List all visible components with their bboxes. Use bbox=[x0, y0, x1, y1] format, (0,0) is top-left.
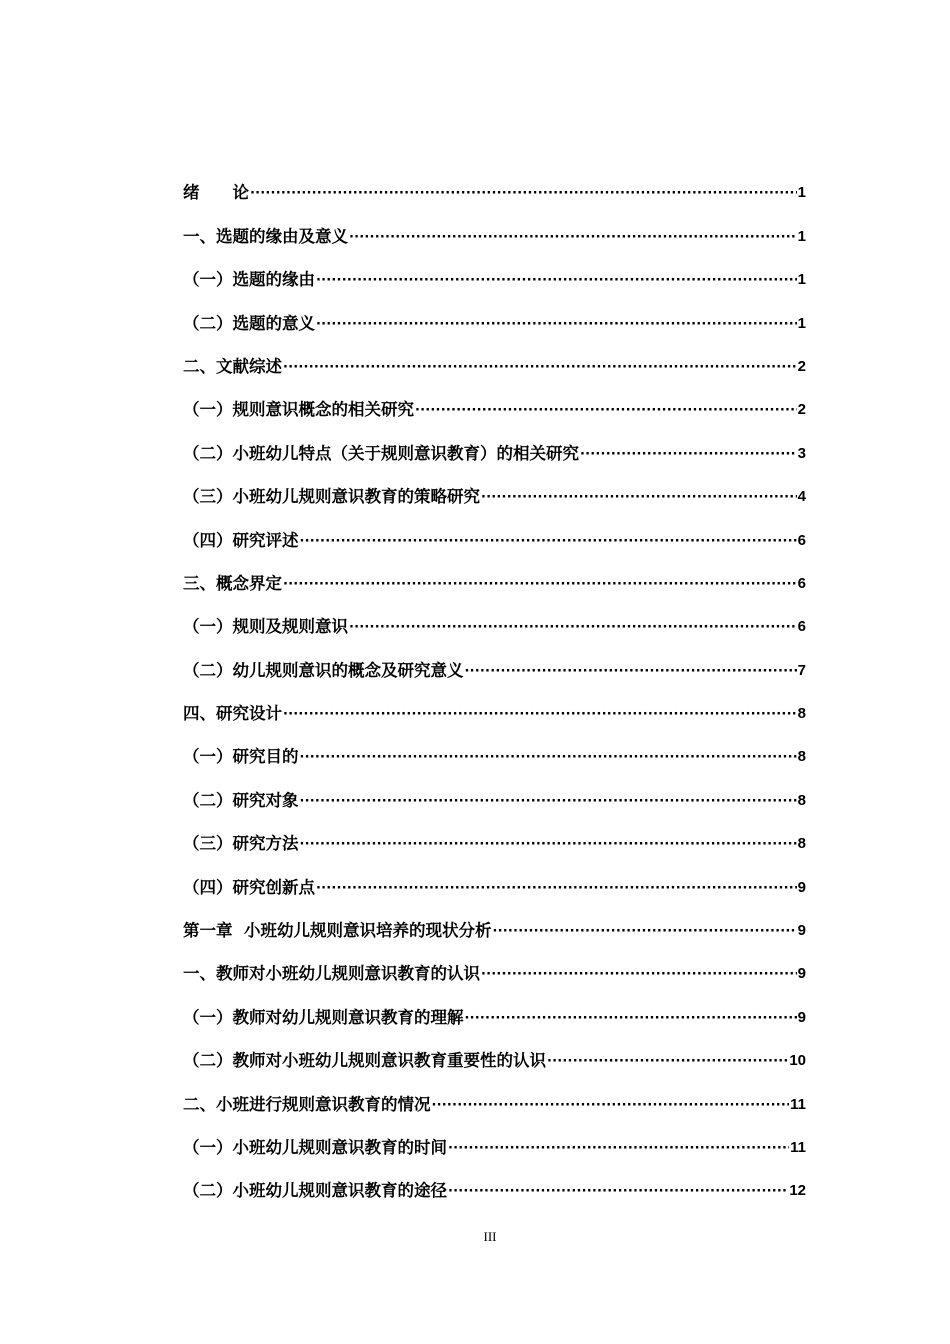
toc-entry-page: 1 bbox=[797, 314, 806, 332]
toc-entry-page: 8 bbox=[797, 791, 806, 809]
toc-entry[interactable] bbox=[183, 640, 806, 683]
toc-entry-page: 1 bbox=[797, 184, 806, 202]
toc-entry-page: 9 bbox=[797, 965, 806, 983]
toc-entry-title: 二、文献综述 bbox=[183, 356, 282, 376]
toc-entry-title: （二）小班幼儿特点（关于规则意识教育）的相关研究 bbox=[183, 443, 579, 463]
toc-entry[interactable] bbox=[183, 163, 806, 206]
toc-entry-title: 一、选题的缘由及意义 bbox=[183, 226, 348, 246]
toc-entry-page: 8 bbox=[797, 748, 806, 766]
toc-entry[interactable] bbox=[183, 510, 806, 553]
toc-entry-page: 9 bbox=[797, 1008, 806, 1026]
toc-entry-page: 6 bbox=[797, 531, 806, 549]
toc-entry[interactable] bbox=[183, 987, 806, 1030]
toc-leader-dots bbox=[300, 793, 797, 811]
toc-leader-dots bbox=[283, 576, 797, 594]
toc-entry[interactable] bbox=[183, 1031, 806, 1074]
toc-entry-page: 6 bbox=[797, 618, 806, 636]
toc-entry-page: 6 bbox=[797, 574, 806, 592]
toc-leader-dots bbox=[300, 749, 797, 767]
toc-entry-title: （一）选题的缘由 bbox=[183, 270, 315, 290]
toc-leader-dots bbox=[300, 836, 797, 854]
toc-entry[interactable] bbox=[183, 944, 806, 987]
toc-leader-dots bbox=[283, 706, 797, 724]
toc-entry[interactable] bbox=[183, 380, 806, 423]
toc-entry-title: （一）研究目的 bbox=[183, 747, 299, 767]
toc-entry-page: 2 bbox=[797, 357, 806, 375]
toc-entry[interactable] bbox=[183, 727, 806, 770]
toc-entry-page: 9 bbox=[797, 878, 806, 896]
toc-entry-page: 1 bbox=[797, 271, 806, 289]
toc-entry-page: 12 bbox=[789, 1182, 806, 1200]
table-of-contents bbox=[183, 163, 806, 1204]
toc-entry[interactable] bbox=[183, 337, 806, 380]
toc-entry[interactable] bbox=[183, 1118, 806, 1161]
toc-entry[interactable] bbox=[183, 1161, 806, 1204]
toc-entry[interactable] bbox=[183, 554, 806, 597]
toc-entry-page: 8 bbox=[797, 705, 806, 723]
toc-entry-title: （四）研究评述 bbox=[183, 530, 299, 550]
toc-leader-dots bbox=[250, 185, 797, 203]
toc-leader-dots bbox=[415, 402, 797, 420]
toc-entry[interactable] bbox=[183, 250, 806, 293]
toc-leader-dots bbox=[283, 359, 797, 377]
toc-entry-title: 二、小班进行规则意识教育的情况 bbox=[183, 1094, 431, 1114]
toc-entry-title: （一）教师对幼儿规则意识教育的理解 bbox=[183, 1007, 464, 1027]
toc-entry-title: （三）小班幼儿规则意识教育的策略研究 bbox=[183, 487, 480, 507]
toc-entry-title: （二）选题的意义 bbox=[183, 313, 315, 333]
toc-entry-title: 一、教师对小班幼儿规则意识教育的认识 bbox=[183, 964, 480, 984]
toc-leader-dots bbox=[465, 663, 797, 681]
toc-entry-page: 1 bbox=[797, 227, 806, 245]
toc-entry-page: 9 bbox=[797, 922, 806, 940]
toc-entry-page: 8 bbox=[797, 835, 806, 853]
toc-entry-title: （一）小班幼儿规则意识教育的时间 bbox=[183, 1137, 447, 1157]
toc-entry-title: （三）研究方法 bbox=[183, 834, 299, 854]
toc-entry-page: 3 bbox=[797, 444, 806, 462]
toc-entry[interactable] bbox=[183, 770, 806, 813]
toc-entry[interactable] bbox=[183, 857, 806, 900]
toc-entry-title: （一）规则意识概念的相关研究 bbox=[183, 400, 414, 420]
toc-entry-title: 四、研究设计 bbox=[183, 704, 282, 724]
page-number: III bbox=[483, 1229, 497, 1244]
toc-entry[interactable] bbox=[183, 206, 806, 249]
toc-entry-page: 2 bbox=[797, 401, 806, 419]
toc-entry-title: （四）研究创新点 bbox=[183, 877, 315, 897]
toc-leader-dots bbox=[448, 1140, 789, 1158]
toc-entry[interactable] bbox=[183, 814, 806, 857]
toc-entry-title: （二）教师对小班幼儿规则意识教育重要性的认识 bbox=[183, 1051, 546, 1071]
toc-leader-dots bbox=[349, 229, 797, 247]
toc-entry-page: 7 bbox=[797, 661, 806, 679]
toc-entry[interactable] bbox=[183, 597, 806, 640]
toc-leader-dots bbox=[316, 880, 797, 898]
toc-leader-dots bbox=[580, 446, 797, 464]
toc-entry[interactable] bbox=[183, 901, 806, 944]
toc-entry[interactable] bbox=[183, 684, 806, 727]
toc-leader-dots bbox=[481, 489, 797, 507]
toc-leader-dots bbox=[448, 1183, 788, 1201]
toc-entry-title: 绪 论 bbox=[183, 183, 249, 203]
toc-leader-dots bbox=[316, 316, 797, 334]
toc-entry-page: 11 bbox=[790, 1095, 806, 1113]
toc-entry-page: 11 bbox=[790, 1138, 806, 1156]
toc-entry-title: （二）小班幼儿规则意识教育的途径 bbox=[183, 1181, 447, 1201]
toc-entry-page: 10 bbox=[789, 1052, 806, 1070]
toc-entry-page: 4 bbox=[797, 488, 806, 506]
toc-entry[interactable] bbox=[183, 423, 806, 466]
toc-leader-dots bbox=[349, 619, 797, 637]
toc-entry[interactable] bbox=[183, 467, 806, 510]
toc-entry-title: 第一章 小班幼儿规则意识培养的现状分析 bbox=[183, 921, 492, 941]
toc-entry-title: （二）幼儿规则意识的概念及研究意义 bbox=[183, 660, 464, 680]
toc-leader-dots bbox=[432, 1097, 790, 1115]
toc-leader-dots bbox=[465, 1010, 797, 1028]
toc-leader-dots bbox=[547, 1053, 788, 1071]
toc-leader-dots bbox=[300, 533, 797, 551]
toc-entry[interactable] bbox=[183, 293, 806, 336]
toc-entry-title: （一）规则及规则意识 bbox=[183, 617, 348, 637]
toc-entry-title: （二）研究对象 bbox=[183, 790, 299, 810]
toc-leader-dots bbox=[316, 272, 797, 290]
toc-leader-dots bbox=[493, 923, 797, 941]
toc-entry[interactable] bbox=[183, 1074, 806, 1117]
toc-leader-dots bbox=[481, 966, 797, 984]
toc-entry-title: 三、概念界定 bbox=[183, 573, 282, 593]
